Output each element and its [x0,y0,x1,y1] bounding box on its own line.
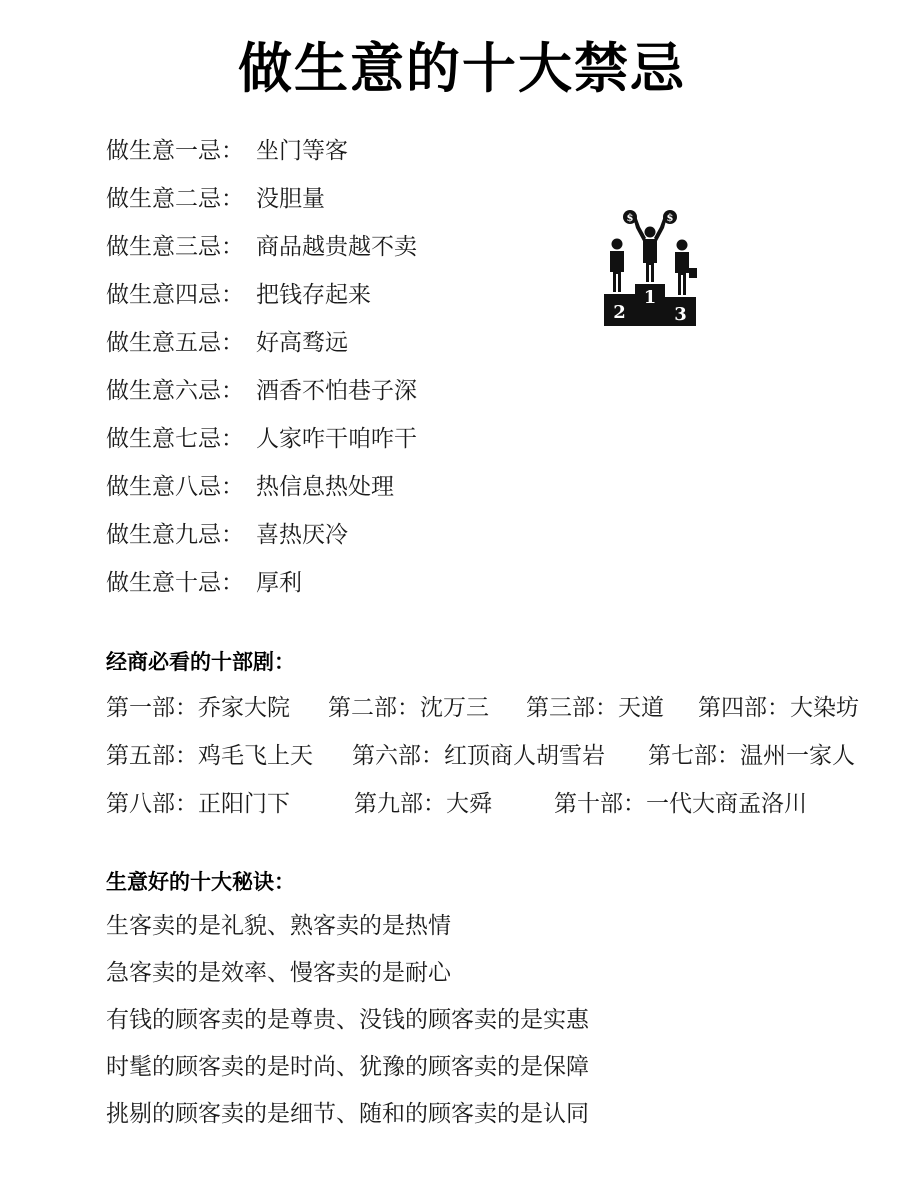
podium-place-label: 2 [613,302,626,323]
drama-label: 第五部： [106,743,198,769]
secret-list [106,908,589,1143]
taboo-item [106,373,417,421]
drama-item [352,738,605,774]
drama-label: 第七部： [648,743,740,769]
drama-title: 沈万三 [420,695,489,721]
taboo-text: 没胆量 [256,186,325,212]
podium-winners-icon [600,208,700,328]
third-place-body [675,252,689,295]
drama-item [698,690,859,726]
second-place-head [612,239,623,250]
drama-title: 一代大商孟洛川 [646,791,807,817]
secret-item: 时髦的顾客卖的是时尚、犹豫的顾客卖的是保障 [106,1054,589,1080]
taboo-item [106,517,417,565]
second-place-body [610,251,624,292]
taboo-item [106,229,417,277]
taboo-item [106,325,417,373]
secrets-heading: 生意好的十大秘诀： [106,870,295,894]
secret-item: 有钱的顾客卖的是尊贵、没钱的顾客卖的是实惠 [106,1007,589,1033]
taboo-text: 酒香不怕巷子深 [256,378,417,404]
taboo-label: 做生意五忌： [106,330,244,356]
taboo-item [106,133,417,181]
taboo-text: 好高骛远 [256,330,348,356]
taboo-label: 做生意十忌： [106,570,244,596]
secret-item: 生客卖的是礼貌、熟客卖的是热情 [106,913,451,939]
taboo-label: 做生意二忌： [106,186,244,212]
taboo-text: 喜热厌冷 [256,522,348,548]
drama-title: 鸡毛飞上天 [198,743,313,769]
dramas-heading: 经商必看的十部剧： [106,650,295,674]
secret-item: 挑剔的顾客卖的是细节、随和的顾客卖的是认同 [106,1101,589,1127]
drama-item [106,786,290,822]
drama-title: 温州一家人 [740,743,855,769]
winner-head [645,227,656,238]
taboo-label: 做生意七忌： [106,426,244,452]
taboo-item [106,277,417,325]
podium-place-label: 1 [643,287,657,308]
drama-title: 乔家大院 [198,695,290,721]
drama-item [328,690,489,726]
drama-label: 第一部： [106,695,198,721]
drama-label: 第六部： [352,743,444,769]
drama-item [526,690,664,726]
drama-label: 第八部： [106,791,198,817]
taboo-text: 人家咋干咱咋干 [256,426,417,452]
taboo-label: 做生意六忌： [106,378,244,404]
drama-title: 天道 [618,695,664,721]
taboo-item [106,421,417,469]
taboo-label: 做生意一忌： [106,138,244,164]
winner-body [643,239,657,282]
taboo-label: 做生意九忌： [106,522,244,548]
drama-title: 红顶商人胡雪岩 [444,743,605,769]
taboo-list [106,133,417,613]
drama-item [354,786,492,822]
drama-title: 正阳门下 [198,791,290,817]
dollar-sign: $ [666,213,674,224]
page-title: 做生意的十大禁忌 [238,37,686,100]
drama-title: 大染坊 [790,695,859,721]
taboo-text: 热信息热处理 [256,474,394,500]
drama-label: 第三部： [526,695,618,721]
third-place-head [677,240,688,251]
drama-item [106,690,290,726]
taboo-item [106,469,417,517]
drama-label: 第二部： [328,695,420,721]
taboo-label: 做生意三忌： [106,234,244,260]
drama-item [106,738,313,774]
taboo-text: 坐门等客 [256,138,348,164]
drama-label: 第十部： [554,791,646,817]
taboo-text: 厚利 [256,570,302,596]
drama-label: 第四部： [698,695,790,721]
taboo-item [106,565,417,613]
taboo-item [106,181,417,229]
briefcase-icon [689,268,697,278]
taboo-text: 商品越贵越不卖 [256,234,417,260]
drama-title: 大舜 [446,791,492,817]
drama-label: 第九部： [354,791,446,817]
secret-item: 急客卖的是效率、慢客卖的是耐心 [106,960,451,986]
taboo-text: 把钱存起来 [256,282,371,308]
taboo-label: 做生意八忌： [106,474,244,500]
podium-place-label: 3 [674,304,687,325]
taboo-label: 做生意四忌： [106,282,244,308]
drama-item [554,786,807,822]
dollar-sign: $ [626,213,634,224]
drama-item [648,738,855,774]
